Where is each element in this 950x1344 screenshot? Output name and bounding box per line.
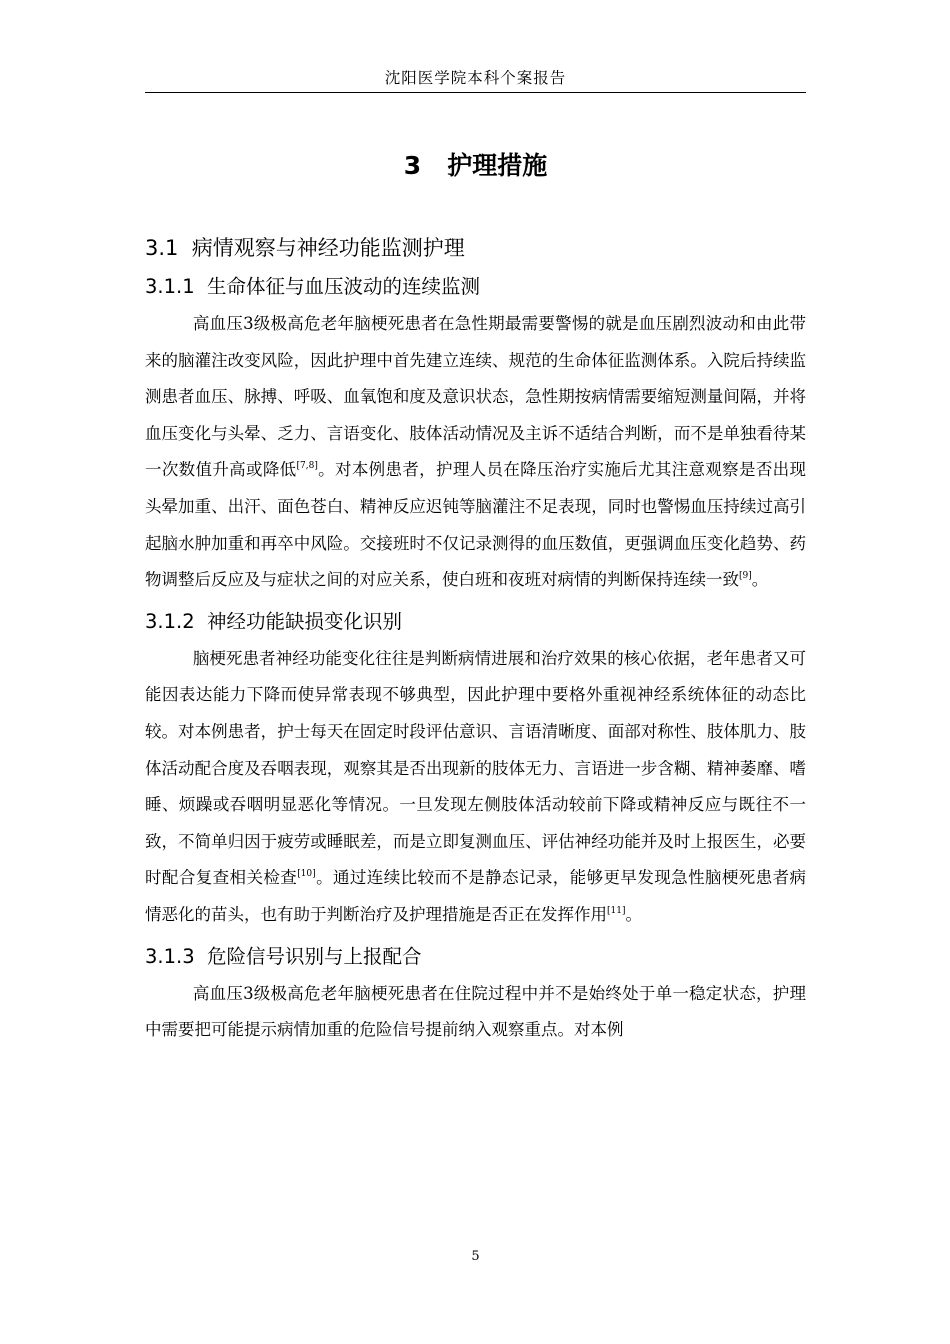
page-number: 5 <box>471 1249 480 1264</box>
citation: [11] <box>607 905 626 916</box>
section-number: 3.1 <box>145 236 179 260</box>
page-header: 沈阳医学院本科个案报告 <box>384 69 567 87</box>
paragraph-text: 。对本例患者，护理人员在降压治疗实施后尤其注意观察是否出现头晕加重、出汗、面色苍白、精神反应迟钝等脑灌注不足表现，同时也警惕血压持续过高引起脑水肿加重和再卒中风险。交接班时不仅记录测得的血压数值，更强调血压变化趋势、药物调整后反应及与症状之间的对应关系，使白班和夜班对病情的判断保持连续一致 <box>145 460 807 590</box>
paragraph-text: 。 <box>751 570 769 590</box>
subsection-heading <box>145 938 806 976</box>
paragraph-text: 。 <box>625 904 642 924</box>
page-content <box>145 228 806 1053</box>
subsection-number: 3.1.3 <box>145 944 195 968</box>
paragraph-text: 高血压3级极高危老年脑梗死患者在急性期最需要警惕的就是血压剧烈波动和由此带来的脑灌注改变风险，因此护理中首先建立连续、规范的生命体征监测体系。入院后持续监测患者血压、脉搏、呼吸、血氧饱和度及意识状态，急性期按病情需要缩短测量间隔，并将血压变化与头晕、乏力、言语变化、肢体活动情况及主诉不适结合判断，而不是单独看待某一次数值升高或降低 <box>145 314 806 480</box>
subsection-number: 3.1.1 <box>145 275 195 298</box>
body-paragraph <box>145 641 806 934</box>
section-title: 病情观察与神经功能监测护理 <box>191 236 465 260</box>
citation: [10] <box>297 869 316 880</box>
citation: [7,8] <box>296 461 318 472</box>
paragraph-text: 高血压3级极高危老年脑梗死患者在住院过程中并不是始终处于单一稳定状态，护理中需要把可能提示病情加重的危险信号提前纳入观察重点。对本例 <box>145 983 806 1040</box>
subsection-number: 3.1.2 <box>145 609 195 633</box>
citation: [9] <box>739 571 752 582</box>
subsection-heading <box>145 603 806 641</box>
paragraph-text: 脑梗死患者神经功能变化往往是判断病情进展和治疗效果的核心依据，老年患者又可能因表达能力下降而使异常表现不够典型，因此护理中要格外重视神经系统体征的动态比较。对本例患者，护士每天在固定时段评估意识、言语清晰度、面部对称性、肢体肌力、肢体活动配合度及吞咽表现，观察其是否出现新的肢体无力、言语进一步含糊、精神萎靡、嗜睡、烦躁或吞咽明显恶化等情况。一旦发现左侧肢体活动较前下降或精神反应与既往不一致，不简单归因于疲劳或睡眠差，而是立即复测血压、评估神经功能并及时上报医生，必要时配合复查相关检查 <box>145 648 806 888</box>
section-heading <box>145 228 806 268</box>
body-paragraph <box>145 306 806 599</box>
subsection-title: 生命体征与血压波动的连续监测 <box>207 275 481 298</box>
subsection-title: 危险信号识别与上报配合 <box>207 944 422 968</box>
chapter-heading <box>145 148 806 184</box>
paragraph-text: 。通过连续比较而不是静态记录，能够更早发现急性脑梗死患者病情恶化的苗头，也有助于判断治疗及护理措施是否正在发挥作用 <box>145 868 807 924</box>
chapter-number: 3 <box>403 151 422 180</box>
chapter-title: 护理措施 <box>447 151 548 180</box>
subsection-title: 神经功能缺损变化识别 <box>207 609 403 633</box>
header-rule <box>145 92 806 93</box>
body-paragraph <box>145 976 806 1049</box>
subsection-heading <box>145 268 806 306</box>
